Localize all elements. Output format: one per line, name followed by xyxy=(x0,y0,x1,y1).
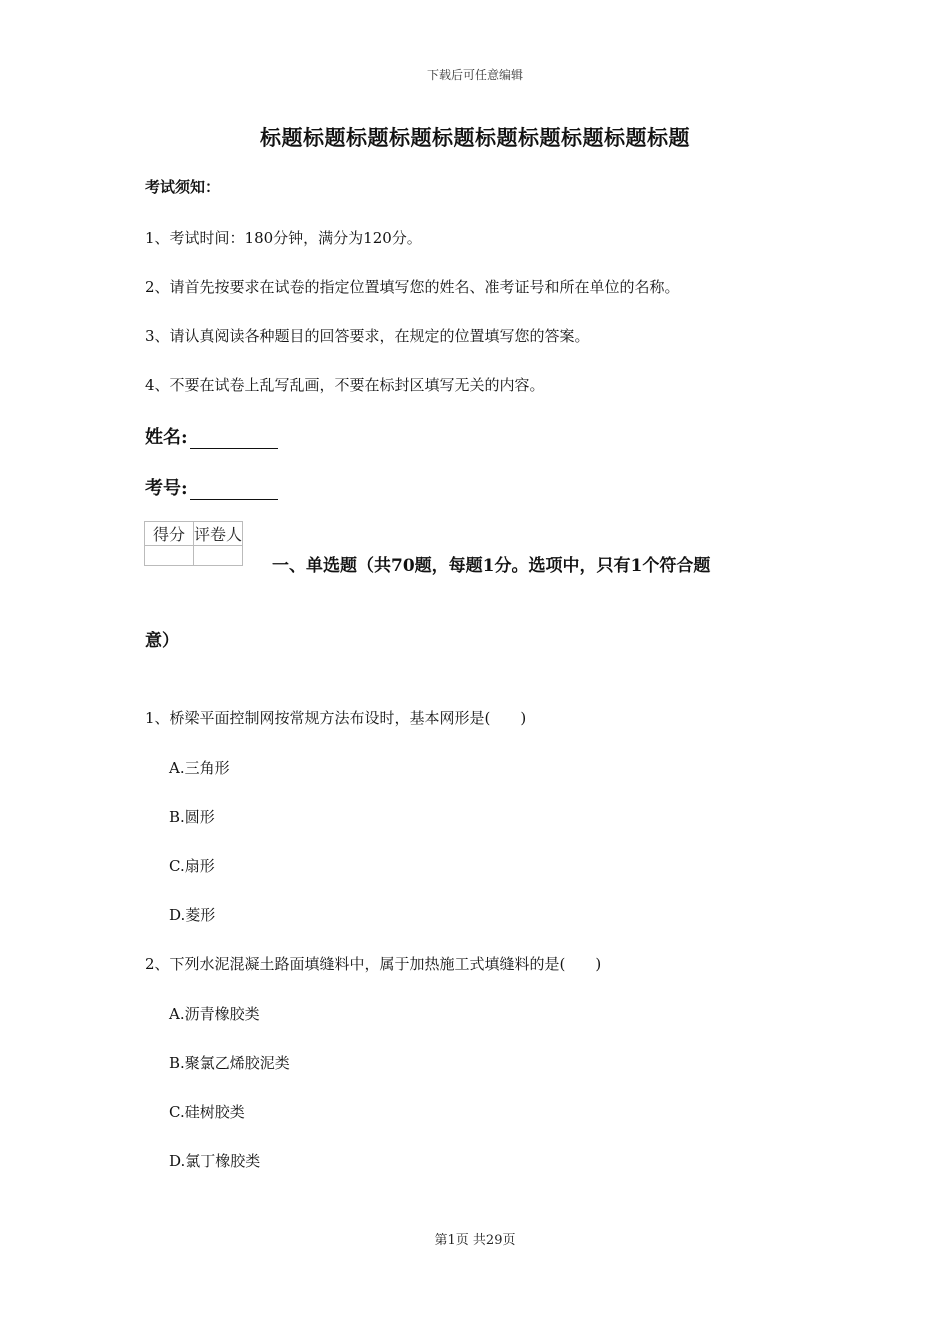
score-header: 得分 xyxy=(145,522,194,546)
page-footer: 第1页 共29页 xyxy=(434,1233,516,1248)
name-field xyxy=(145,423,278,449)
name-blank[interactable] xyxy=(190,430,278,449)
option-d: D.菱形 xyxy=(169,906,216,924)
option-c: C.硅树胶类 xyxy=(169,1103,245,1121)
option-b: B.聚氯乙烯胶泥类 xyxy=(169,1054,290,1072)
grader-header: 评卷人 xyxy=(194,522,243,546)
notice-rule: 3、请认真阅读各种题目的回答要求，在规定的位置填写您的答案。 xyxy=(145,327,590,345)
question-stem: 2、下列水泥混凝土路面填缝料中，属于加热施工式填缝料的是( ) xyxy=(145,955,602,973)
header-note: 下载后可任意编辑 xyxy=(426,68,523,82)
option-a: A.沥青橡胶类 xyxy=(169,1005,260,1023)
notice-heading: 考试须知： xyxy=(145,178,221,196)
section-title-continued: 意） xyxy=(145,631,179,651)
document-title: 标题标题标题标题标题标题标题标题标题标题 xyxy=(260,125,690,150)
option-a: A.三角形 xyxy=(169,759,230,777)
option-c: C.扇形 xyxy=(169,857,215,875)
question-stem: 1、桥梁平面控制网按常规方法布设时，基本网形是( ) xyxy=(145,709,527,727)
section-title: 一、单选题（共70题，每题1分。选项中，只有1个符合题 xyxy=(272,556,711,576)
option-d: D.氯丁橡胶类 xyxy=(169,1152,261,1170)
score-cell[interactable] xyxy=(145,546,194,566)
notice-rule: 1、考试时间：180分钟，满分为120分。 xyxy=(145,229,422,247)
score-table xyxy=(144,521,243,566)
exam-number-blank[interactable] xyxy=(190,481,278,500)
name-label: 姓名: xyxy=(145,427,188,448)
option-b: B.圆形 xyxy=(169,808,215,826)
exam-number-field xyxy=(145,474,278,500)
grader-cell[interactable] xyxy=(194,546,243,566)
exam-number-label: 考号: xyxy=(145,478,188,499)
notice-rule: 4、不要在试卷上乱写乱画，不要在标封区填写无关的内容。 xyxy=(145,376,545,394)
notice-rule: 2、请首先按要求在试卷的指定位置填写您的姓名、准考证号和所在单位的名称。 xyxy=(145,278,680,296)
